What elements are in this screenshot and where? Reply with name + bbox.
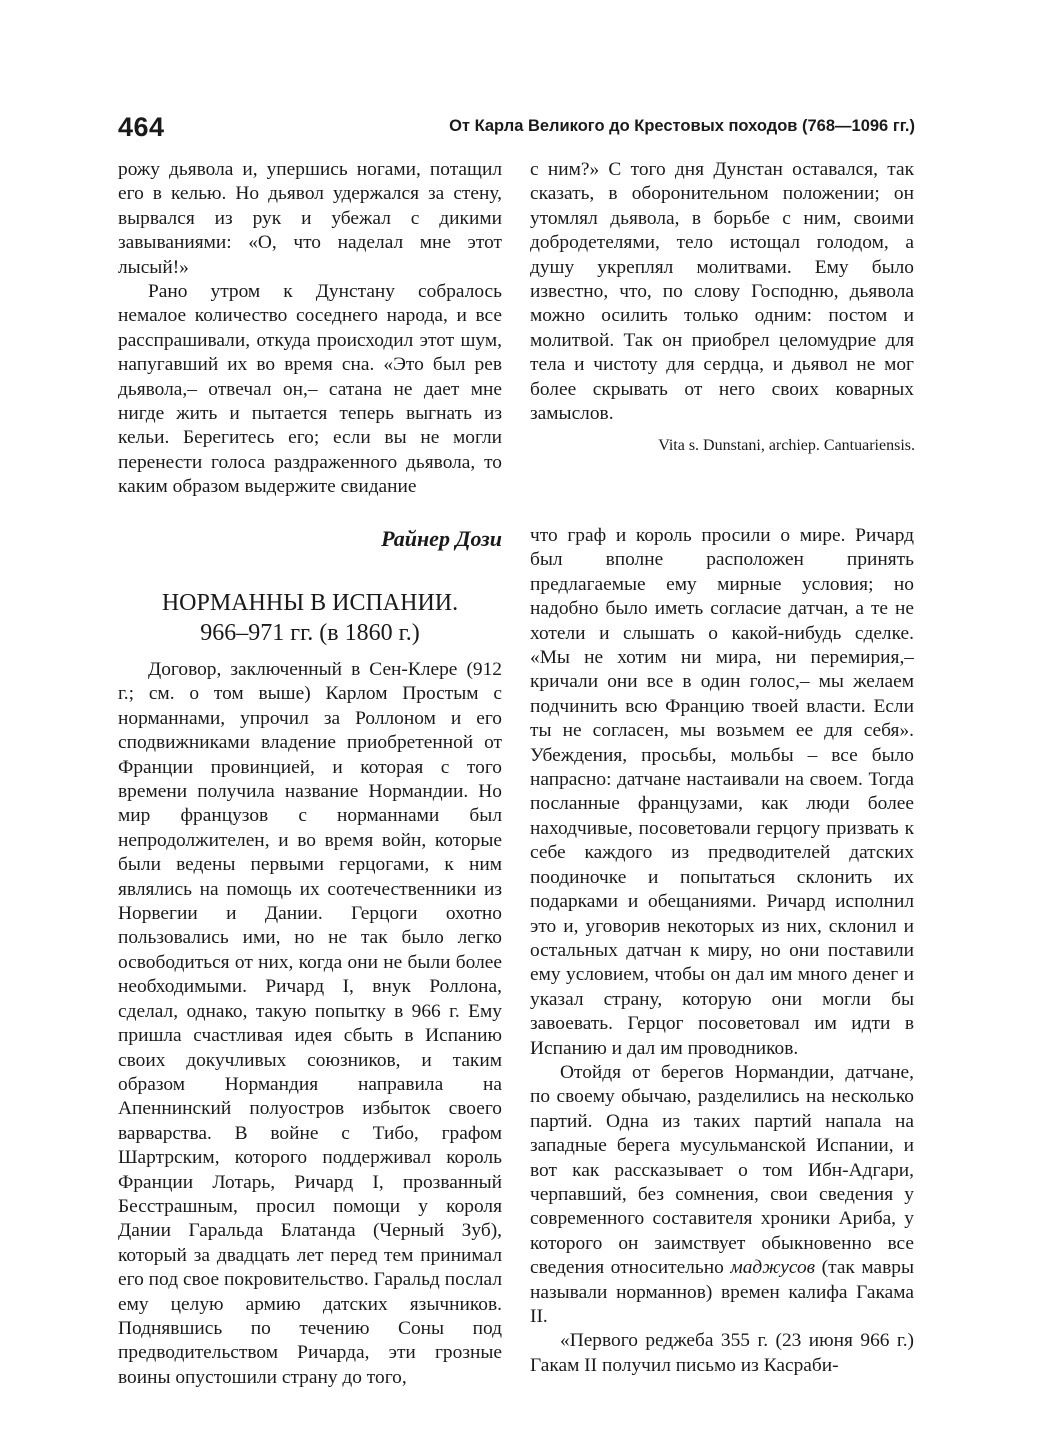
top-right-column: [530, 158, 914, 426]
article-left-column: [118, 658, 502, 1390]
emphasis-term: маджусов: [730, 1257, 816, 1279]
paragraph: что граф и король просили о мире. Ричард был вполне расположен принять предлагаемые ему мирные условия; но надобно было иметь согласие датчан, а те не хотели и слышать о какой-нибудь сделке. «Мы не хотим ни мира, ни перемирия,– кричали они все в один голос,– мы желаем подчинить всю Францию твоей власти. Если ты не согласен, мы возьмем ее для себя». Убеждения, просьбы, мольбы – все было напрасно: датчане настаивали на своем. Тогда посланные французами, как люди более находчивые, посоветовали герцогу призвать к себе каждого из предводителей датских поодиночке и попытаться склонить их подарками и обещаниями. Ричард исполнил это и, уговорив некоторых из них, склонил и остальных датчан к миру, но они поставили ему условием, чтобы он дал им много денег и указал страну, которую они могли бы завоевать. Герцог посоветовал им идти в Испанию и дал им проводников.: [530, 525, 914, 1059]
text-run: (так мавры называли норманнов) времен калифа Гакама II.: [530, 1257, 914, 1327]
title-dates: 966–971 гг. (в 1860 г.): [200, 620, 420, 646]
paragraph: с ним?» С того дня Дунстан оставался, так сказать, в оборонительном положении; он утомлял дьявола, в борьбе с ним, своими добродетелями, тело истощал голодом, а душу укреплял молитвами. Ему было известно, что, по слову Господню, дьявола можно осилить только одним: постом и молитвой. Так он приобрел целомудрие для тела и чистоту для сердца, и дьявол не мог более скрывать от него своих коварных замыслов.: [530, 159, 914, 425]
article-title: [118, 588, 502, 648]
text-run: Отойдя от берегов Нормандии, датчане, по своему обычаю, разделились на несколько партий. Одна из таких партий напала на западные берега мусульманской Испании, и вот как рассказывает о том Ибн-Адгари, черпавший, без сомнения, свои сведения у современного составителя хроники Ариба, у которого он заимствует обыкновенно все сведения относительно: [530, 1061, 914, 1279]
article-author: Райнер Дози: [381, 526, 502, 551]
running-title: От Карла Великого до Крестовых походов (768—1096 гг.): [449, 117, 915, 135]
source-citation: Vita s. Dunstani, archiep. Cantuariensis.: [658, 437, 915, 454]
top-left-column: [118, 158, 502, 500]
article-right-column: [530, 524, 914, 1378]
page-number: 464: [118, 112, 165, 142]
paragraph: Договор, заключенный в Сен-Клере (912 г.; см. о том выше) Карлом Простым с норманнами, упрочил за Роллоном и его сподвижниками владение приобретенной от Франции провинцией, и которая с того времени получила название Нормандии. Но мир французов с норманнами был непродолжителен, и во время войн, которые были ведены первыми герцогами, к ним являлись на помощь их соотечественники из Норвегии и Дании. Герцоги охотно пользовались ими, но не так было легко освободиться от них, когда они не были более необходимыми. Ричард I, внук Роллона, сделал, однако, такую попытку в 966 г. Ему пришла счастливая идея сбыть в Испанию своих докучливых союзников, и таким образом Нормандия направила на Апеннинский полуостров избыток своего варварства. В войне с Тибо, графом Шартрским, которого поддерживал король Франции Лотарь, Ричард I, прозванный Бесстрашным, просил помощи у короля Дании Гаральда Блатанда (Черный Зуб), который за двадцать лет перед тем принимал его под свое покровительство. Гаральд послал ему целую армию датских язычников. Поднявшись по течению Соны под предводительством Ричарда, эти грозные воины опустошили страну до того,: [118, 659, 502, 1388]
paragraph: Рано утром к Дунстану собралось немалое количество соседнего народа, и все расспрашивали, откуда происходил этот шум, напугавший их во время сна. «Это был рев дьявола,– отвечал он,– сатана не дает мне нигде жить и пытается теперь выгнать из кельи. Берегитесь его; если вы не могли перенести голоса раздраженного дьявола, то каким образом выдержите свидание: [118, 281, 502, 498]
title-line: НОРМАННЫ В ИСПАНИИ.: [161, 590, 459, 616]
paragraph: [530, 1061, 914, 1329]
paragraph: рожу дьявола и, упершись ногами, потащил его в келью. Но дьявол удержался за стену, вырвался из рук и убежал с дикими завываниями: «О, что наделал мне этот лысый!»: [118, 159, 502, 278]
paragraph: «Первого реджеба 355 г. (23 июня 966 г.) Гакам II получил письмо из Касраби-: [530, 1330, 914, 1376]
